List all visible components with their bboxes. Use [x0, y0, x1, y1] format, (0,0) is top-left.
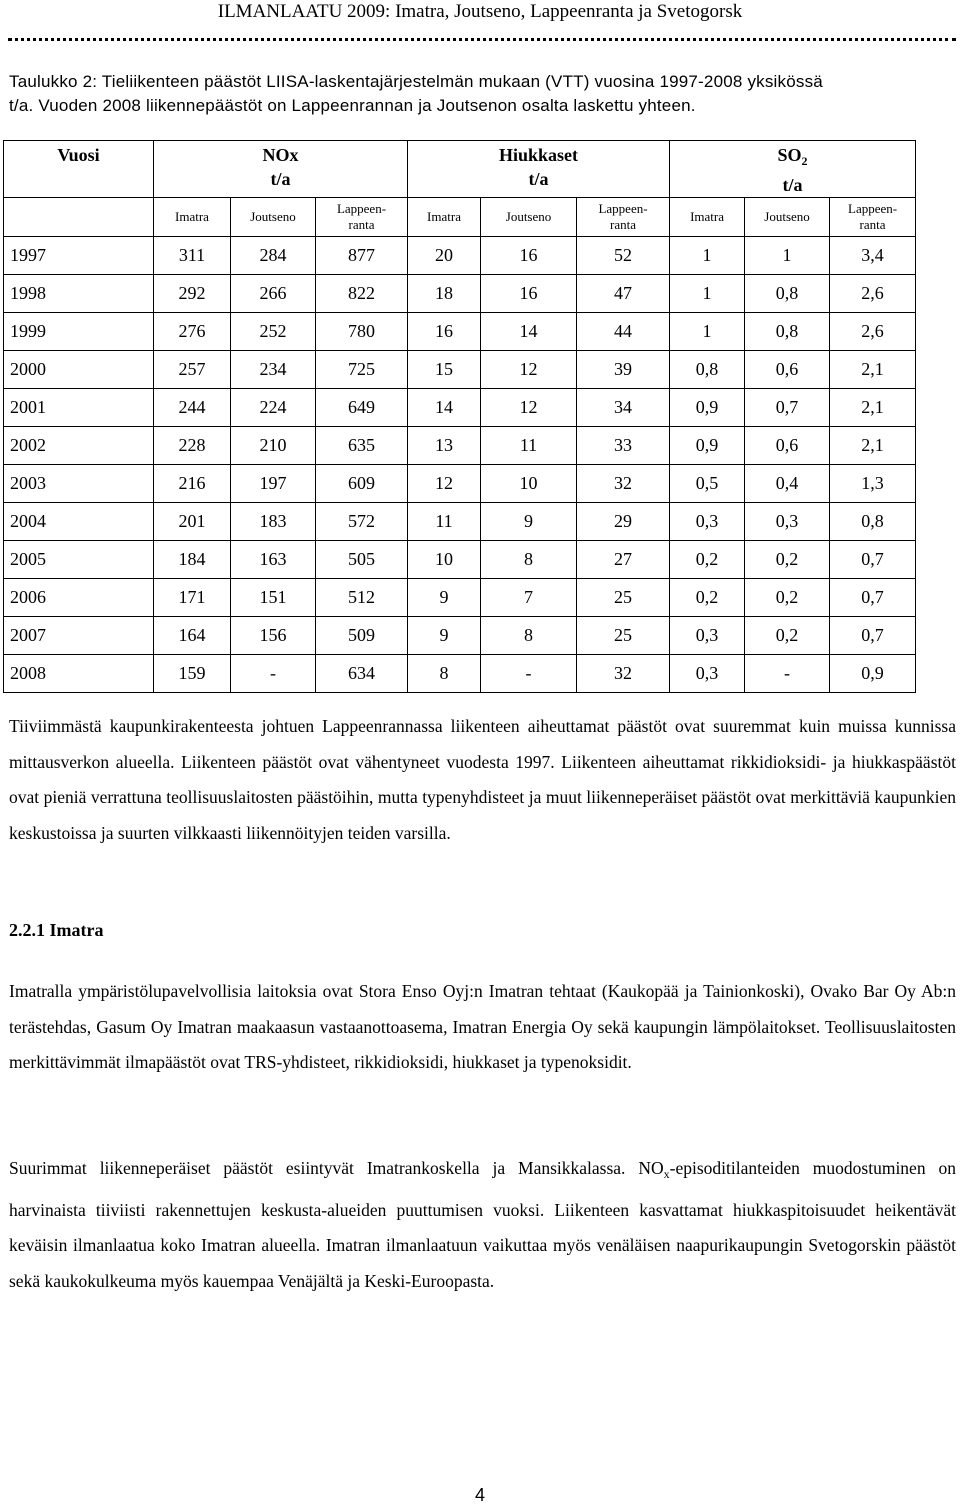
value-cell: 609 — [316, 465, 408, 503]
value-cell: 0,8 — [670, 351, 745, 389]
so2-unit: t/a — [782, 175, 803, 195]
value-cell: 10 — [481, 465, 577, 503]
value-cell: 2,1 — [830, 351, 916, 389]
table-row — [4, 465, 916, 503]
year-cell: 2004 — [4, 503, 154, 541]
value-cell: 159 — [154, 655, 231, 693]
value-cell: 0,6 — [745, 351, 830, 389]
value-cell: 228 — [154, 427, 231, 465]
value-cell: 151 — [231, 579, 316, 617]
value-cell: 572 — [316, 503, 408, 541]
value-cell: 16 — [481, 237, 577, 275]
value-cell: 197 — [231, 465, 316, 503]
paragraph-traffic-emissions: Tiiviimmästä kaupunkirakenteesta johtuen Lappeenrannassa liikenteen aiheuttamat päästöt ovat suuremmat kuin muissa kunnissa mittausverkon alueella. Liikenteen päästöt ovat vähentyneet vuodesta 1997. Liikenteen aiheuttamat rikkidioksidi- ja hiukkaspäästöt ovat pieniä verrattuna teollisuuslaitosten päästöihin, mutta typenyhdisteet ja muut liikenneperäiset päästöt ovat merkittäviä kaupunkien keskustoissa ja suurten vilkkaasti liikennöityjen teiden varsilla. — [9, 716, 956, 843]
value-cell: 13 — [408, 427, 481, 465]
so2-header — [670, 141, 916, 198]
value-cell: 0,2 — [745, 541, 830, 579]
value-cell: 0,3 — [670, 617, 745, 655]
value-cell: 234 — [231, 351, 316, 389]
value-cell: 0,3 — [745, 503, 830, 541]
subheader-imatra: Imatra — [670, 198, 745, 237]
value-cell: 244 — [154, 389, 231, 427]
value-cell: 201 — [154, 503, 231, 541]
paragraph-imatra-facilities: Imatralla ympäristölupavelvollisia laitoksia ovat Stora Enso Oyj:n Imatran tehtaat (Kaukopää ja Tainionkoski), Ovako Bar Oy Ab:n terästehdas, Gasum Oy Imatran maakaasun vastaanottoasema, Imatran Energia Oy sekä kaupungin lämpölaitokset. Teollisuuslaitosten merkittävimmät ilmapäästöt ovat TRS-yhdisteet, rikkidioksidi, hiukkaset ja typenoksidit. — [9, 981, 956, 1072]
value-cell: 1,3 — [830, 465, 916, 503]
value-cell: 0,9 — [830, 655, 916, 693]
value-cell: 183 — [231, 503, 316, 541]
value-cell: 292 — [154, 275, 231, 313]
value-cell: 47 — [577, 275, 670, 313]
page-number: 4 — [474, 1485, 485, 1505]
value-cell: 0,2 — [670, 541, 745, 579]
value-cell: 12 — [481, 389, 577, 427]
value-cell: 11 — [408, 503, 481, 541]
value-cell: 512 — [316, 579, 408, 617]
value-cell: 2,1 — [830, 389, 916, 427]
value-cell: 257 — [154, 351, 231, 389]
value-cell: 39 — [577, 351, 670, 389]
table-subheader-row — [4, 198, 916, 237]
value-cell: 14 — [408, 389, 481, 427]
paragraph-imatra-traffic: Suurimmat liikenneperäiset päästöt esiintyvät Imatrankoskella ja Mansikkalassa. $NO_x$-episoditilanteiden muodostuminen on harvinaista tiiviisti rakennettujen keskusta-alueiden puuttumisen vuoksi. Liikenteen kasvattamat hiukkaspitoisuudet heikentävät keväisin ilmanlaatua koko Imatran alueella. Imatran ilmanlaatuun vaikuttaa myös venäläisen naapurikaupungin Svetogorskin päästöt sekä kaukokulkeuma myös kauempaa Venäjältä ja Keski-Euroopasta. — [9, 1158, 956, 1291]
value-cell: 9 — [481, 503, 577, 541]
value-cell: 16 — [408, 313, 481, 351]
value-cell: 25 — [577, 617, 670, 655]
value-cell: 216 — [154, 465, 231, 503]
value-cell: 0,2 — [670, 579, 745, 617]
table-row — [4, 503, 916, 541]
value-cell: 184 — [154, 541, 231, 579]
year-cell: 2008 — [4, 655, 154, 693]
value-cell: 635 — [316, 427, 408, 465]
value-cell: 0,5 — [670, 465, 745, 503]
particles-header — [408, 141, 670, 198]
header-divider — [8, 38, 956, 41]
value-cell: 0,8 — [830, 503, 916, 541]
value-cell: 0,8 — [745, 275, 830, 313]
caption-line-2: t/a. Vuoden 2008 liikennepäästöt on Lappeenrannan ja Joutsenon osalta laskettu yhteen. — [9, 96, 696, 115]
value-cell: 224 — [231, 389, 316, 427]
value-cell: 0,8 — [745, 313, 830, 351]
particles-unit: t/a — [528, 169, 549, 189]
value-cell: 725 — [316, 351, 408, 389]
value-cell: 8 — [408, 655, 481, 693]
subheader-lappeenranta: Lappeen- ranta — [830, 198, 916, 237]
subheader-blank — [4, 198, 154, 237]
table-row — [4, 351, 916, 389]
year-cell: 2007 — [4, 617, 154, 655]
nox-header — [154, 141, 408, 198]
table-row — [4, 655, 916, 693]
value-cell: 34 — [577, 389, 670, 427]
table-row — [4, 579, 916, 617]
table-row — [4, 275, 916, 313]
value-cell: 0,2 — [745, 617, 830, 655]
value-cell: 877 — [316, 237, 408, 275]
value-cell: 18 — [408, 275, 481, 313]
year-cell: 1997 — [4, 237, 154, 275]
emissions-table — [3, 140, 916, 693]
year-header: Vuosi — [4, 141, 154, 198]
value-cell: 0,7 — [830, 617, 916, 655]
value-cell: 822 — [316, 275, 408, 313]
value-cell: 0,9 — [670, 427, 745, 465]
subheader-joutseno: Joutseno — [231, 198, 316, 237]
value-cell: 15 — [408, 351, 481, 389]
value-cell: 9 — [408, 579, 481, 617]
nox-label: NOx — [262, 145, 299, 165]
year-cell: 2005 — [4, 541, 154, 579]
value-cell: 156 — [231, 617, 316, 655]
document-header-title: ILMANLAATU 2009: Imatra, Joutseno, Lappeenranta ja Svetogorsk — [217, 1, 743, 22]
subheader-imatra: Imatra — [154, 198, 231, 237]
value-cell: 509 — [316, 617, 408, 655]
value-cell: 0,9 — [670, 389, 745, 427]
value-cell: 266 — [231, 275, 316, 313]
value-cell: 44 — [577, 313, 670, 351]
value-cell: 2,1 — [830, 427, 916, 465]
value-cell: 8 — [481, 541, 577, 579]
table-header-row — [4, 141, 916, 198]
year-cell: 1998 — [4, 275, 154, 313]
year-cell: 2001 — [4, 389, 154, 427]
value-cell: 0,3 — [670, 503, 745, 541]
value-cell: 0,7 — [745, 389, 830, 427]
value-cell: - — [231, 655, 316, 693]
value-cell: 8 — [481, 617, 577, 655]
year-cell: 2003 — [4, 465, 154, 503]
value-cell: 163 — [231, 541, 316, 579]
value-cell: 12 — [408, 465, 481, 503]
value-cell: 0,2 — [745, 579, 830, 617]
value-cell: 505 — [316, 541, 408, 579]
value-cell: 25 — [577, 579, 670, 617]
value-cell: 164 — [154, 617, 231, 655]
value-cell: 11 — [481, 427, 577, 465]
table-row — [4, 237, 916, 275]
particles-label: Hiukkaset — [499, 145, 579, 165]
so2-label: $SO_2$ — [777, 145, 808, 168]
year-cell: 2000 — [4, 351, 154, 389]
year-cell: 2006 — [4, 579, 154, 617]
value-cell: 10 — [408, 541, 481, 579]
subheader-joutseno: Joutseno — [745, 198, 830, 237]
value-cell: 1 — [670, 313, 745, 351]
year-cell: 2002 — [4, 427, 154, 465]
nox-unit: t/a — [270, 169, 291, 189]
value-cell: 649 — [316, 389, 408, 427]
table-caption — [9, 70, 951, 118]
value-cell: 2,6 — [830, 313, 916, 351]
year-cell: 1999 — [4, 313, 154, 351]
table-row — [4, 313, 916, 351]
value-cell: 27 — [577, 541, 670, 579]
value-cell: 0,7 — [830, 579, 916, 617]
value-cell: - — [481, 655, 577, 693]
value-cell: - — [745, 655, 830, 693]
value-cell: 311 — [154, 237, 231, 275]
value-cell: 20 — [408, 237, 481, 275]
value-cell: 33 — [577, 427, 670, 465]
table-row — [4, 617, 916, 655]
subheader-joutseno: Joutseno — [481, 198, 577, 237]
value-cell: 0,3 — [670, 655, 745, 693]
table-body — [4, 237, 916, 693]
value-cell: 3,4 — [830, 237, 916, 275]
value-cell: 16 — [481, 275, 577, 313]
value-cell: 171 — [154, 579, 231, 617]
value-cell: 7 — [481, 579, 577, 617]
caption-line-1: Taulukko 2: Tieliikenteen päästöt LIISA-laskentajärjestelmän mukaan (VTT) vuosina 1997-2008 yksikössä — [9, 72, 823, 91]
value-cell: 780 — [316, 313, 408, 351]
value-cell: 32 — [577, 655, 670, 693]
value-cell: 1 — [670, 275, 745, 313]
table-row — [4, 389, 916, 427]
section-heading: 2.2.1 Imatra — [9, 920, 104, 940]
value-cell: 252 — [231, 313, 316, 351]
value-cell: 1 — [670, 237, 745, 275]
value-cell: 276 — [154, 313, 231, 351]
subheader-lappeenranta: Lappeen- ranta — [577, 198, 670, 237]
subheader-lappeenranta: Lappeen- ranta — [316, 198, 408, 237]
value-cell: 1 — [745, 237, 830, 275]
value-cell: 0,4 — [745, 465, 830, 503]
value-cell: 284 — [231, 237, 316, 275]
value-cell: 32 — [577, 465, 670, 503]
value-cell: 9 — [408, 617, 481, 655]
value-cell: 12 — [481, 351, 577, 389]
table-row — [4, 427, 916, 465]
value-cell: 0,6 — [745, 427, 830, 465]
value-cell: 52 — [577, 237, 670, 275]
value-cell: 14 — [481, 313, 577, 351]
value-cell: 634 — [316, 655, 408, 693]
value-cell: 2,6 — [830, 275, 916, 313]
value-cell: 29 — [577, 503, 670, 541]
table-row — [4, 541, 916, 579]
value-cell: 0,7 — [830, 541, 916, 579]
value-cell: 210 — [231, 427, 316, 465]
subheader-imatra: Imatra — [408, 198, 481, 237]
